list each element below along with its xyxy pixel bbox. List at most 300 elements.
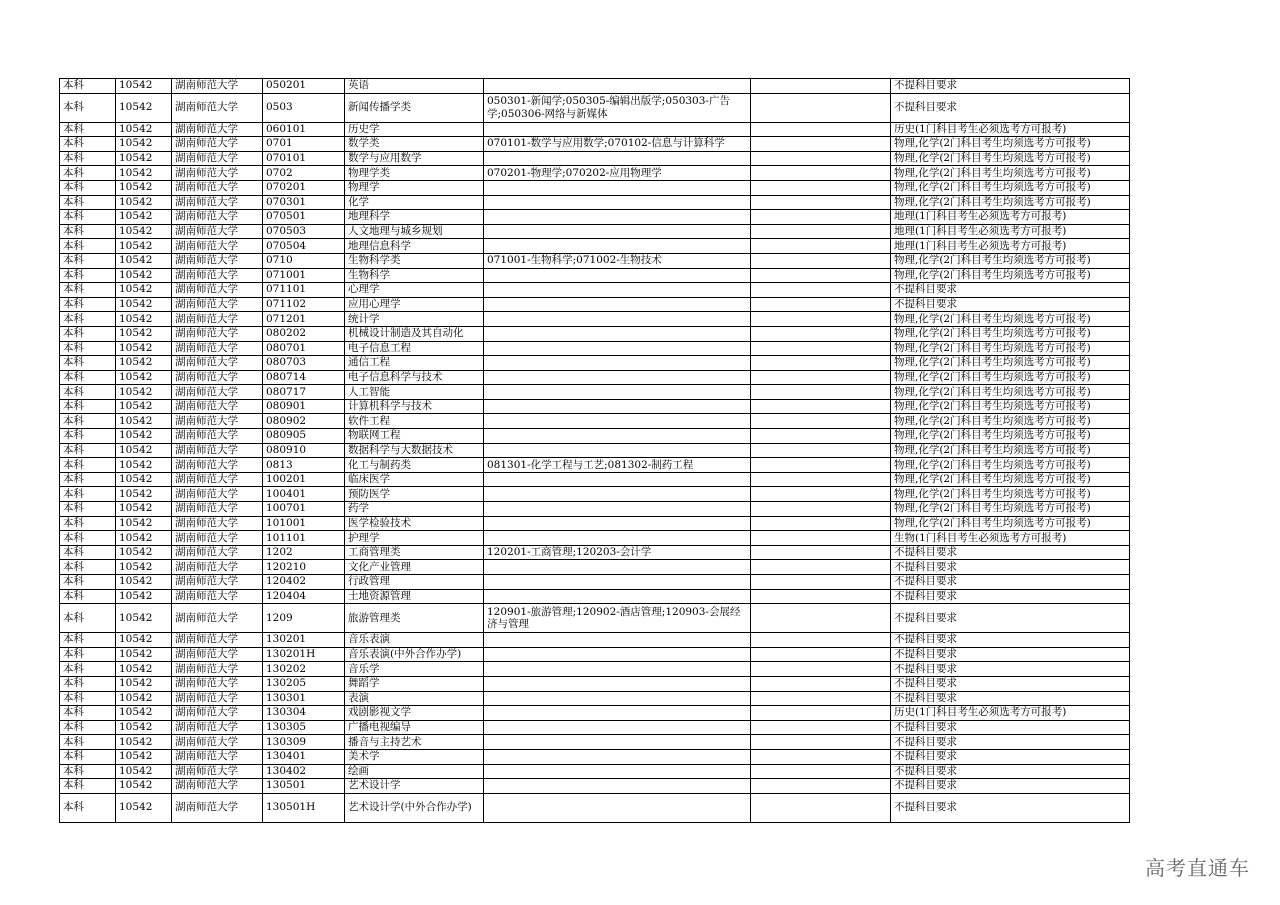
school-code-cell: 10542 [116, 253, 172, 268]
level-cell: 本科 [60, 502, 116, 517]
requirement-cell: 物理,化学(2门科目考生均须选考方可报考) [891, 151, 1130, 166]
major-code-cell: 070501 [263, 210, 345, 225]
major-name-cell: 音乐表演 [345, 633, 484, 648]
school-name-cell: 湖南师范大学 [172, 341, 263, 356]
included-majors-cell [484, 385, 751, 400]
major-code-cell: 0710 [263, 253, 345, 268]
blank-cell [751, 720, 891, 735]
school-code-cell: 10542 [116, 370, 172, 385]
level-cell: 本科 [60, 676, 116, 691]
included-majors-cell [484, 283, 751, 298]
level-cell: 本科 [60, 458, 116, 473]
major-code-cell: 0813 [263, 458, 345, 473]
school-code-cell: 10542 [116, 137, 172, 152]
major-code-cell: 0503 [263, 93, 345, 122]
school-code-cell: 10542 [116, 297, 172, 312]
major-code-cell: 070504 [263, 239, 345, 254]
school-code-cell: 10542 [116, 662, 172, 677]
major-code-cell: 050201 [263, 79, 345, 94]
included-majors-cell: 081301-化学工程与工艺;081302-制药工程 [484, 458, 751, 473]
table-row [60, 793, 1130, 822]
major-name-cell: 统计学 [345, 312, 484, 327]
included-majors-cell [484, 79, 751, 94]
level-cell: 本科 [60, 195, 116, 210]
major-name-cell: 工商管理类 [345, 545, 484, 560]
included-majors-cell [484, 472, 751, 487]
included-majors-cell [484, 297, 751, 312]
requirement-cell: 不提科目要求 [891, 604, 1130, 633]
school-code-cell: 10542 [116, 691, 172, 706]
school-name-cell: 湖南师范大学 [172, 531, 263, 546]
requirement-cell: 物理,化学(2门科目考生均须选考方可报考) [891, 166, 1130, 181]
school-name-cell: 湖南师范大学 [172, 195, 263, 210]
requirement-cell: 不提科目要求 [891, 93, 1130, 122]
blank-cell [751, 764, 891, 779]
requirement-cell: 不提科目要求 [891, 749, 1130, 764]
included-majors-cell: 050301-新闻学;050305-编辑出版学;050303-广告学;050306-网络与新媒体 [484, 93, 751, 122]
major-code-cell: 100701 [263, 502, 345, 517]
major-name-cell: 艺术设计学(中外合作办学) [345, 793, 484, 822]
blank-cell [751, 385, 891, 400]
table-row [60, 137, 1130, 152]
major-name-cell: 音乐学 [345, 662, 484, 677]
table-row [60, 779, 1130, 794]
table-row [60, 326, 1130, 341]
major-name-cell: 数据科学与大数据技术 [345, 443, 484, 458]
school-code-cell: 10542 [116, 414, 172, 429]
major-name-cell: 人文地理与城乡规划 [345, 224, 484, 239]
blank-cell [751, 253, 891, 268]
requirement-cell: 不提科目要求 [891, 589, 1130, 604]
major-name-cell: 生物科学类 [345, 253, 484, 268]
major-code-cell: 101001 [263, 516, 345, 531]
major-name-cell: 电子信息科学与技术 [345, 370, 484, 385]
included-majors-cell [484, 370, 751, 385]
school-name-cell: 湖南师范大学 [172, 604, 263, 633]
major-name-cell: 戏剧影视文学 [345, 706, 484, 721]
major-code-cell: 071101 [263, 283, 345, 298]
school-code-cell: 10542 [116, 224, 172, 239]
blank-cell [751, 560, 891, 575]
blank-cell [751, 429, 891, 444]
requirement-cell: 物理,化学(2门科目考生均须选考方可报考) [891, 370, 1130, 385]
included-majors-cell [484, 647, 751, 662]
school-name-cell: 湖南师范大学 [172, 93, 263, 122]
major-name-cell: 表演 [345, 691, 484, 706]
school-code-cell: 10542 [116, 720, 172, 735]
school-code-cell: 10542 [116, 793, 172, 822]
school-code-cell: 10542 [116, 312, 172, 327]
major-name-cell: 软件工程 [345, 414, 484, 429]
school-name-cell: 湖南师范大学 [172, 443, 263, 458]
included-majors-cell: 120201-工商管理;120203-会计学 [484, 545, 751, 560]
major-code-cell: 130201 [263, 633, 345, 648]
included-majors-cell [484, 516, 751, 531]
school-code-cell: 10542 [116, 458, 172, 473]
blank-cell [751, 166, 891, 181]
major-name-cell: 计算机科学与技术 [345, 399, 484, 414]
table-row [60, 385, 1130, 400]
table-row [60, 297, 1130, 312]
level-cell: 本科 [60, 575, 116, 590]
included-majors-cell [484, 575, 751, 590]
school-name-cell: 湖南师范大学 [172, 356, 263, 371]
requirement-cell: 不提科目要求 [891, 764, 1130, 779]
blank-cell [751, 268, 891, 283]
level-cell: 本科 [60, 326, 116, 341]
blank-cell [751, 472, 891, 487]
major-code-cell: 070201 [263, 180, 345, 195]
level-cell: 本科 [60, 166, 116, 181]
included-majors-cell: 120901-旅游管理;120902-酒店管理;120903-会展经济与管理 [484, 604, 751, 633]
school-name-cell: 湖南师范大学 [172, 749, 263, 764]
included-majors-cell [484, 326, 751, 341]
included-majors-cell: 070101-数学与应用数学;070102-信息与计算科学 [484, 137, 751, 152]
included-majors-cell [484, 560, 751, 575]
school-code-cell: 10542 [116, 589, 172, 604]
major-name-cell: 音乐表演(中外合作办学) [345, 647, 484, 662]
level-cell: 本科 [60, 691, 116, 706]
school-name-cell: 湖南师范大学 [172, 268, 263, 283]
level-cell: 本科 [60, 79, 116, 94]
major-code-cell: 130402 [263, 764, 345, 779]
included-majors-cell: 070201-物理学;070202-应用物理学 [484, 166, 751, 181]
table-row [60, 239, 1130, 254]
blank-cell [751, 502, 891, 517]
requirement-cell: 不提科目要求 [891, 676, 1130, 691]
blank-cell [751, 575, 891, 590]
major-code-cell: 0701 [263, 137, 345, 152]
level-cell: 本科 [60, 487, 116, 502]
table-row [60, 647, 1130, 662]
school-name-cell: 湖南师范大学 [172, 487, 263, 502]
level-cell: 本科 [60, 253, 116, 268]
blank-cell [751, 545, 891, 560]
table-row [60, 283, 1130, 298]
major-code-cell: 130501 [263, 779, 345, 794]
requirement-cell: 物理,化学(2门科目考生均须选考方可报考) [891, 356, 1130, 371]
included-majors-cell [484, 691, 751, 706]
major-code-cell: 1209 [263, 604, 345, 633]
level-cell: 本科 [60, 151, 116, 166]
table-row [60, 720, 1130, 735]
requirement-cell: 不提科目要求 [891, 575, 1130, 590]
table-row [60, 151, 1130, 166]
table-row [60, 633, 1130, 648]
requirement-cell: 物理,化学(2门科目考生均须选考方可报考) [891, 414, 1130, 429]
requirement-cell: 地理(1门科目考生必须选考方可报考) [891, 210, 1130, 225]
table-row [60, 210, 1130, 225]
table-row [60, 93, 1130, 122]
major-code-cell: 100401 [263, 487, 345, 502]
level-cell: 本科 [60, 662, 116, 677]
major-name-cell: 机械设计制造及其自动化 [345, 326, 484, 341]
level-cell: 本科 [60, 122, 116, 137]
school-name-cell: 湖南师范大学 [172, 472, 263, 487]
school-name-cell: 湖南师范大学 [172, 370, 263, 385]
major-name-cell: 护理学 [345, 531, 484, 546]
major-code-cell: 070101 [263, 151, 345, 166]
blank-cell [751, 312, 891, 327]
school-code-cell: 10542 [116, 560, 172, 575]
school-code-cell: 10542 [116, 472, 172, 487]
major-name-cell: 广播电视编导 [345, 720, 484, 735]
major-code-cell: 080714 [263, 370, 345, 385]
requirement-cell: 不提科目要求 [891, 720, 1130, 735]
school-code-cell: 10542 [116, 779, 172, 794]
requirement-cell: 不提科目要求 [891, 297, 1130, 312]
school-name-cell: 湖南师范大学 [172, 516, 263, 531]
major-name-cell: 旅游管理类 [345, 604, 484, 633]
school-name-cell: 湖南师范大学 [172, 545, 263, 560]
school-code-cell: 10542 [116, 180, 172, 195]
major-code-cell: 130309 [263, 735, 345, 750]
level-cell: 本科 [60, 749, 116, 764]
table-row [60, 764, 1130, 779]
table-row [60, 429, 1130, 444]
school-code-cell: 10542 [116, 283, 172, 298]
school-code-cell: 10542 [116, 385, 172, 400]
requirement-cell: 物理,化学(2门科目考生均须选考方可报考) [891, 399, 1130, 414]
major-name-cell: 电子信息工程 [345, 341, 484, 356]
included-majors-cell [484, 151, 751, 166]
table-row [60, 531, 1130, 546]
requirement-cell: 不提科目要求 [891, 647, 1130, 662]
major-name-cell: 化工与制药类 [345, 458, 484, 473]
table-row [60, 691, 1130, 706]
table-row [60, 443, 1130, 458]
requirement-cell: 物理,化学(2门科目考生均须选考方可报考) [891, 443, 1130, 458]
school-code-cell: 10542 [116, 735, 172, 750]
school-code-cell: 10542 [116, 399, 172, 414]
requirement-cell: 物理,化学(2门科目考生均须选考方可报考) [891, 180, 1130, 195]
requirement-cell: 物理,化学(2门科目考生均须选考方可报考) [891, 458, 1130, 473]
level-cell: 本科 [60, 443, 116, 458]
requirement-cell: 不提科目要求 [891, 560, 1130, 575]
table-row [60, 195, 1130, 210]
table-row [60, 749, 1130, 764]
included-majors-cell [484, 749, 751, 764]
level-cell: 本科 [60, 779, 116, 794]
included-majors-cell [484, 239, 751, 254]
level-cell: 本科 [60, 429, 116, 444]
level-cell: 本科 [60, 370, 116, 385]
major-name-cell: 应用心理学 [345, 297, 484, 312]
school-code-cell: 10542 [116, 239, 172, 254]
blank-cell [751, 531, 891, 546]
requirement-cell: 地理(1门科目考生必须选考方可报考) [891, 239, 1130, 254]
blank-cell [751, 137, 891, 152]
watermark-text: 高考直通车 [1145, 856, 1250, 880]
major-code-cell: 080703 [263, 356, 345, 371]
major-name-cell: 新闻传播学类 [345, 93, 484, 122]
school-code-cell: 10542 [116, 79, 172, 94]
school-name-cell: 湖南师范大学 [172, 720, 263, 735]
major-name-cell: 通信工程 [345, 356, 484, 371]
included-majors-cell [484, 122, 751, 137]
school-code-cell: 10542 [116, 604, 172, 633]
requirement-cell: 不提科目要求 [891, 691, 1130, 706]
included-majors-cell [484, 210, 751, 225]
blank-cell [751, 283, 891, 298]
included-majors-cell [484, 443, 751, 458]
major-code-cell: 080901 [263, 399, 345, 414]
requirement-cell: 物理,化学(2门科目考生均须选考方可报考) [891, 516, 1130, 531]
major-name-cell: 心理学 [345, 283, 484, 298]
level-cell: 本科 [60, 560, 116, 575]
table-row [60, 312, 1130, 327]
blank-cell [751, 370, 891, 385]
requirement-cell: 物理,化学(2门科目考生均须选考方可报考) [891, 385, 1130, 400]
blank-cell [751, 647, 891, 662]
blank-cell [751, 210, 891, 225]
major-name-cell: 绘画 [345, 764, 484, 779]
major-name-cell: 化学 [345, 195, 484, 210]
school-name-cell: 湖南师范大学 [172, 326, 263, 341]
table-row [60, 575, 1130, 590]
requirement-cell: 物理,化学(2门科目考生均须选考方可报考) [891, 312, 1130, 327]
requirement-cell: 生物(1门科目考生必须选考方可报考) [891, 531, 1130, 546]
requirement-cell: 物理,化学(2门科目考生均须选考方可报考) [891, 429, 1130, 444]
blank-cell [751, 735, 891, 750]
school-code-cell: 10542 [116, 195, 172, 210]
major-name-cell: 临床医学 [345, 472, 484, 487]
school-name-cell: 湖南师范大学 [172, 429, 263, 444]
school-code-cell: 10542 [116, 326, 172, 341]
school-code-cell: 10542 [116, 531, 172, 546]
requirement-cell: 物理,化学(2门科目考生均须选考方可报考) [891, 487, 1130, 502]
school-name-cell: 湖南师范大学 [172, 122, 263, 137]
table-row [60, 370, 1130, 385]
requirement-cell: 不提科目要求 [891, 633, 1130, 648]
school-code-cell: 10542 [116, 545, 172, 560]
school-name-cell: 湖南师范大学 [172, 502, 263, 517]
blank-cell [751, 93, 891, 122]
blank-cell [751, 706, 891, 721]
major-code-cell: 071001 [263, 268, 345, 283]
level-cell: 本科 [60, 531, 116, 546]
major-name-cell: 医学检验技术 [345, 516, 484, 531]
level-cell: 本科 [60, 706, 116, 721]
blank-cell [751, 662, 891, 677]
school-code-cell: 10542 [116, 706, 172, 721]
major-code-cell: 130501H [263, 793, 345, 822]
school-name-cell: 湖南师范大学 [172, 166, 263, 181]
major-code-cell: 130301 [263, 691, 345, 706]
major-code-cell: 080902 [263, 414, 345, 429]
level-cell: 本科 [60, 735, 116, 750]
major-name-cell: 药学 [345, 502, 484, 517]
included-majors-cell [484, 589, 751, 604]
major-name-cell: 物理学类 [345, 166, 484, 181]
table-row [60, 458, 1130, 473]
school-code-cell: 10542 [116, 268, 172, 283]
requirement-cell: 物理,化学(2门科目考生均须选考方可报考) [891, 341, 1130, 356]
blank-cell [751, 356, 891, 371]
included-majors-cell [484, 735, 751, 750]
table-row [60, 180, 1130, 195]
major-code-cell: 071201 [263, 312, 345, 327]
school-name-cell: 湖南师范大学 [172, 399, 263, 414]
school-name-cell: 湖南师范大学 [172, 633, 263, 648]
included-majors-cell [484, 487, 751, 502]
table-row [60, 166, 1130, 181]
included-majors-cell [484, 662, 751, 677]
table-row [60, 589, 1130, 604]
major-code-cell: 120402 [263, 575, 345, 590]
level-cell: 本科 [60, 589, 116, 604]
blank-cell [751, 793, 891, 822]
level-cell: 本科 [60, 137, 116, 152]
major-code-cell: 130305 [263, 720, 345, 735]
blank-cell [751, 195, 891, 210]
table-row [60, 122, 1130, 137]
level-cell: 本科 [60, 180, 116, 195]
major-name-cell: 物联网工程 [345, 429, 484, 444]
included-majors-cell [484, 312, 751, 327]
major-name-cell: 土地资源管理 [345, 589, 484, 604]
blank-cell [751, 151, 891, 166]
major-code-cell: 130205 [263, 676, 345, 691]
major-code-cell: 120404 [263, 589, 345, 604]
major-name-cell: 播音与主持艺术 [345, 735, 484, 750]
level-cell: 本科 [60, 414, 116, 429]
blank-cell [751, 633, 891, 648]
requirement-cell: 不提科目要求 [891, 283, 1130, 298]
major-code-cell: 070301 [263, 195, 345, 210]
level-cell: 本科 [60, 239, 116, 254]
table-row [60, 516, 1130, 531]
requirement-cell: 物理,化学(2门科目考生均须选考方可报考) [891, 502, 1130, 517]
major-code-cell: 080910 [263, 443, 345, 458]
major-code-cell: 130202 [263, 662, 345, 677]
major-name-cell: 美术学 [345, 749, 484, 764]
table-row [60, 706, 1130, 721]
school-code-cell: 10542 [116, 502, 172, 517]
level-cell: 本科 [60, 341, 116, 356]
blank-cell [751, 399, 891, 414]
included-majors-cell [484, 399, 751, 414]
school-name-cell: 湖南师范大学 [172, 560, 263, 575]
blank-cell [751, 458, 891, 473]
school-name-cell: 湖南师范大学 [172, 224, 263, 239]
school-name-cell: 湖南师范大学 [172, 662, 263, 677]
table-row [60, 399, 1130, 414]
school-name-cell: 湖南师范大学 [172, 312, 263, 327]
major-code-cell: 060101 [263, 122, 345, 137]
level-cell: 本科 [60, 297, 116, 312]
school-code-cell: 10542 [116, 676, 172, 691]
level-cell: 本科 [60, 793, 116, 822]
requirement-cell: 物理,化学(2门科目考生均须选考方可报考) [891, 137, 1130, 152]
level-cell: 本科 [60, 472, 116, 487]
requirement-cell: 不提科目要求 [891, 735, 1130, 750]
major-code-cell: 1202 [263, 545, 345, 560]
school-code-cell: 10542 [116, 516, 172, 531]
level-cell: 本科 [60, 399, 116, 414]
level-cell: 本科 [60, 633, 116, 648]
major-code-cell: 130201H [263, 647, 345, 662]
requirement-cell: 物理,化学(2门科目考生均须选考方可报考) [891, 326, 1130, 341]
requirement-cell: 物理,化学(2门科目考生均须选考方可报考) [891, 253, 1130, 268]
blank-cell [751, 516, 891, 531]
included-majors-cell [484, 633, 751, 648]
subject-requirements-table [59, 78, 1130, 823]
included-majors-cell [484, 764, 751, 779]
table-row [60, 224, 1130, 239]
school-name-cell: 湖南师范大学 [172, 647, 263, 662]
included-majors-cell [484, 676, 751, 691]
